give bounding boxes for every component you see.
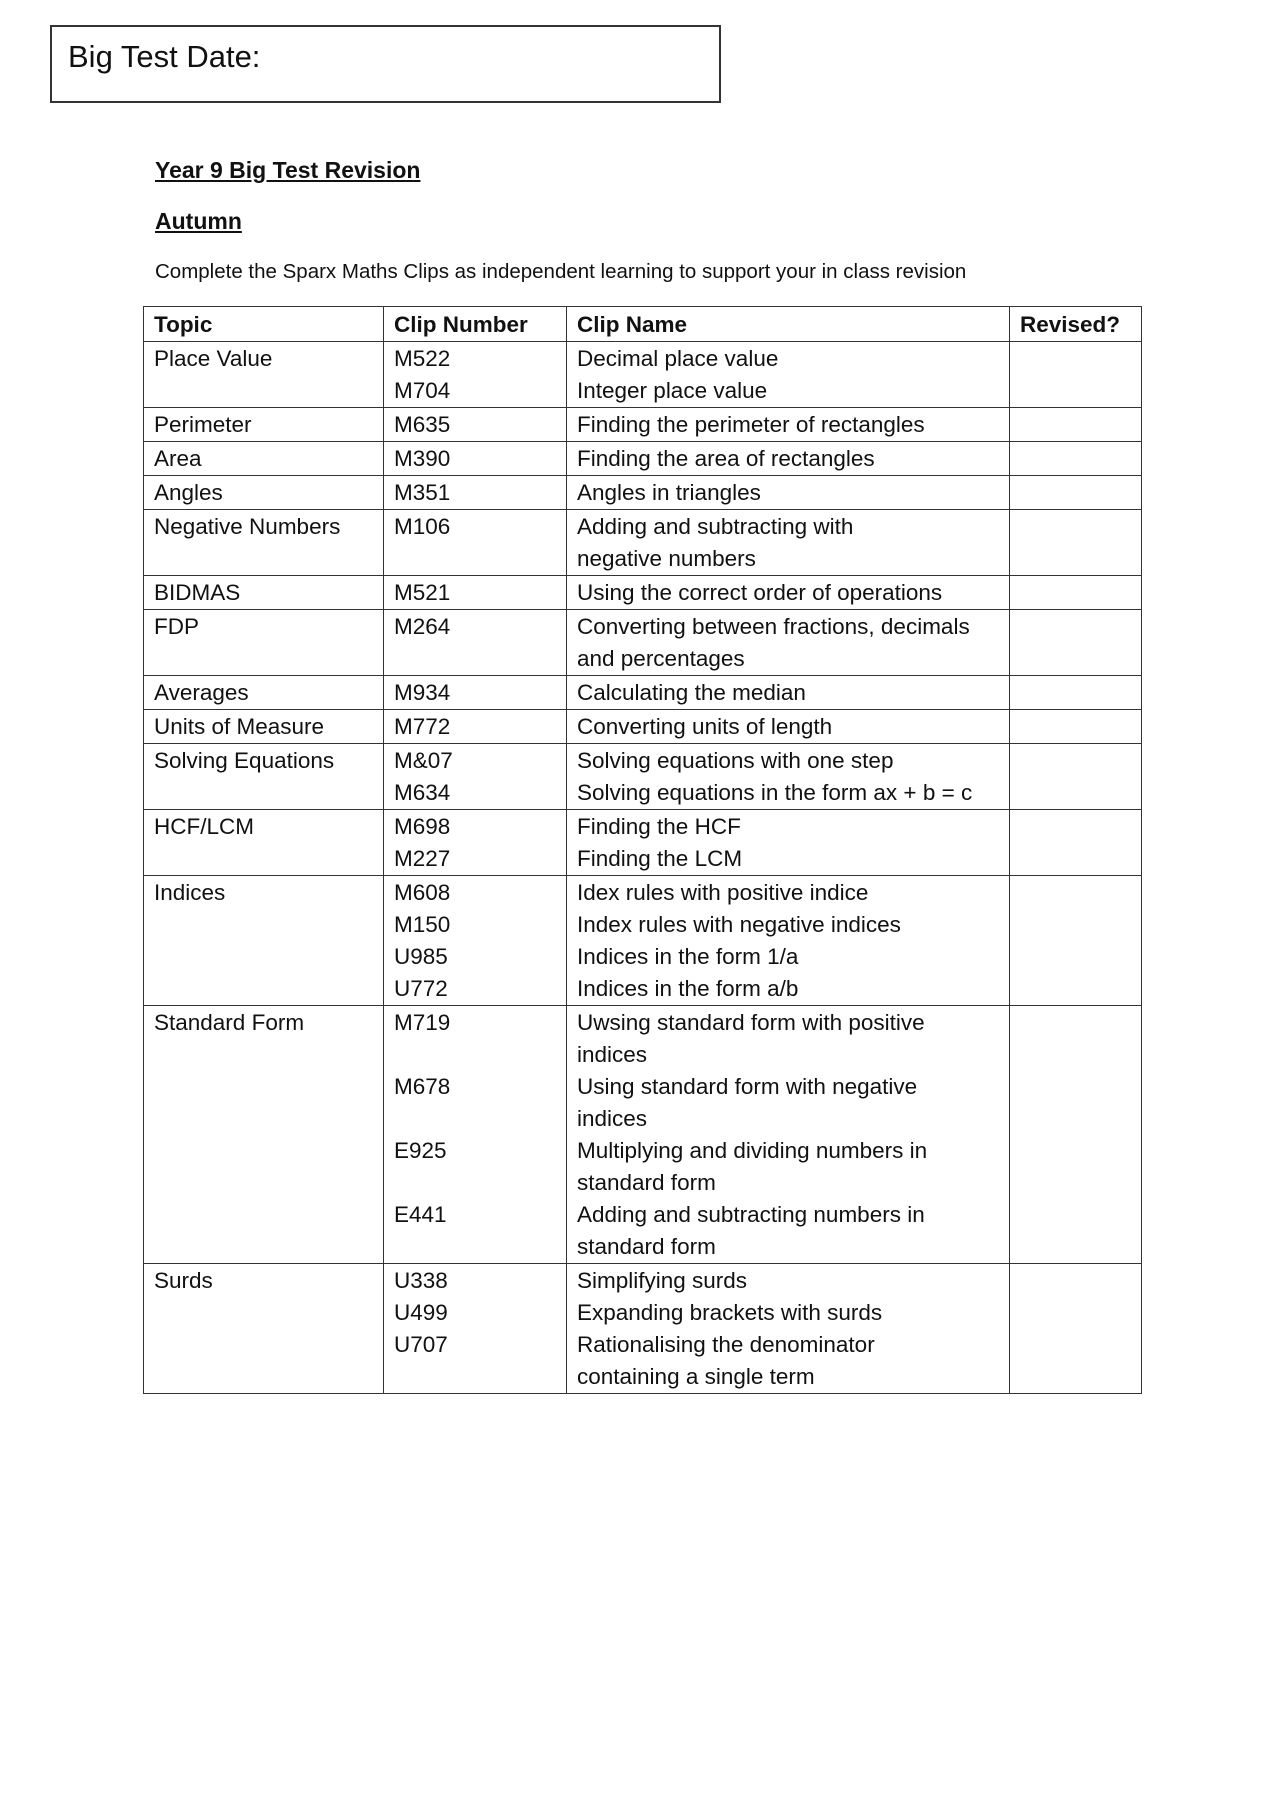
clip-number-cell: [384, 442, 567, 476]
page-title: Year 9 Big Test Revision: [155, 157, 421, 183]
clip-number: M698: [394, 814, 451, 839]
clip-number: U985: [394, 944, 448, 969]
clip-name: Finding the LCM: [577, 846, 743, 871]
clip-name: Angles in triangles: [577, 480, 761, 505]
clip-number-cell: [384, 476, 567, 510]
clip-number: [394, 1361, 556, 1393]
clip-number: M634: [394, 780, 451, 805]
clip-name: Indices in the form 1/a: [577, 944, 799, 969]
clip-number: M106: [394, 514, 451, 539]
clip-name: Solving equations in the form ax + b = c: [577, 780, 973, 805]
table-body: [144, 342, 1142, 1394]
clip-name-cell: [567, 876, 1010, 1006]
clip-name: Using standard form with negative: [577, 1074, 918, 1099]
clip-number-cell: [384, 1006, 567, 1264]
clip-number: [394, 1231, 556, 1263]
clip-name: Rationalising the denominator: [577, 1332, 875, 1357]
revised-checkbox-cell[interactable]: [1010, 710, 1142, 744]
revised-checkbox-cell[interactable]: [1010, 476, 1142, 510]
revised-checkbox-cell[interactable]: [1010, 342, 1142, 408]
clip-name-cell: [567, 1006, 1010, 1264]
table-header-row: [144, 307, 1142, 342]
clip-number: E925: [394, 1138, 447, 1163]
table-row: [144, 876, 1142, 1006]
clip-number: M390: [394, 446, 451, 471]
clip-number: U707: [394, 1332, 448, 1357]
clip-number: [394, 1103, 556, 1135]
clip-number: U499: [394, 1300, 448, 1325]
topic-cell: Negative Numbers: [144, 510, 384, 576]
clip-number-cell: [384, 810, 567, 876]
topic-cell: Averages: [144, 676, 384, 710]
clip-number: U772: [394, 976, 448, 1001]
topic-cell: Angles: [144, 476, 384, 510]
clip-name: Multiplying and dividing numbers in: [577, 1138, 928, 1163]
clip-name: Converting units of length: [577, 714, 833, 739]
revised-checkbox-cell[interactable]: [1010, 510, 1142, 576]
clip-number: M&07: [394, 748, 453, 773]
clip-name: Integer place value: [577, 378, 768, 403]
clip-number-cell: [384, 408, 567, 442]
clip-number: M227: [394, 846, 451, 871]
clip-number-cell: [384, 1264, 567, 1394]
revised-checkbox-cell[interactable]: [1010, 876, 1142, 1006]
revised-checkbox-cell[interactable]: [1010, 676, 1142, 710]
header-topic: Topic: [144, 307, 384, 342]
topic-cell: HCF/LCM: [144, 810, 384, 876]
revision-table: [143, 306, 1142, 1394]
clip-name: Using the correct order of operations: [577, 580, 943, 605]
header-clip-name: Clip Name: [567, 307, 1010, 342]
table-row: [144, 476, 1142, 510]
clip-name: Finding the perimeter of rectangles: [577, 412, 925, 437]
clip-number: M521: [394, 580, 451, 605]
clip-name: and percentages: [577, 646, 745, 671]
table-row: [144, 676, 1142, 710]
revised-checkbox-cell[interactable]: [1010, 442, 1142, 476]
clip-name: Index rules with negative indices: [577, 912, 901, 937]
clip-number: M678: [394, 1074, 451, 1099]
clip-number: M719: [394, 1010, 451, 1035]
clip-name: Adding and subtracting numbers in: [577, 1202, 925, 1227]
clip-number: [394, 1167, 556, 1199]
big-test-date-box: [50, 25, 721, 103]
revised-checkbox-cell[interactable]: [1010, 1264, 1142, 1394]
clip-name: indices: [577, 1106, 648, 1131]
clip-name-cell: [567, 610, 1010, 676]
clip-name-cell: [567, 576, 1010, 610]
clip-number: M704: [394, 378, 451, 403]
clip-name: Decimal place value: [577, 346, 779, 371]
clip-number: M608: [394, 880, 451, 905]
topic-cell: Indices: [144, 876, 384, 1006]
clip-name: Expanding brackets with surds: [577, 1300, 883, 1325]
clip-name: Uwsing standard form with positive: [577, 1010, 925, 1035]
clip-number-cell: [384, 576, 567, 610]
table-row: [144, 510, 1142, 576]
table-row: [144, 408, 1142, 442]
table-row: [144, 710, 1142, 744]
clip-name: Adding and subtracting with: [577, 514, 854, 539]
table-row: [144, 1264, 1142, 1394]
clip-name: Calculating the median: [577, 680, 806, 705]
clip-number: M150: [394, 912, 451, 937]
term-heading: Autumn: [155, 208, 242, 234]
clip-number: U338: [394, 1268, 448, 1293]
clip-name-cell: [567, 676, 1010, 710]
table-row: [144, 442, 1142, 476]
revised-checkbox-cell[interactable]: [1010, 744, 1142, 810]
clip-name-cell: [567, 810, 1010, 876]
clip-name-cell: [567, 442, 1010, 476]
clip-number-cell: [384, 676, 567, 710]
clip-name: Finding the area of rectangles: [577, 446, 875, 471]
intro-text: Complete the Sparx Maths Clips as independent learning to support your in class revision: [155, 260, 967, 283]
clip-name-cell: [567, 710, 1010, 744]
clip-number: M635: [394, 412, 451, 437]
table-row: [144, 576, 1142, 610]
revised-checkbox-cell[interactable]: [1010, 810, 1142, 876]
clip-name: Converting between fractions, decimals: [577, 614, 970, 639]
revised-checkbox-cell[interactable]: [1010, 408, 1142, 442]
topic-cell: Area: [144, 442, 384, 476]
big-test-date-label: Big Test Date:: [68, 39, 261, 74]
table-row: [144, 810, 1142, 876]
clip-number-cell: [384, 610, 567, 676]
clip-name: Finding the HCF: [577, 814, 741, 839]
header-revised: Revised?: [1010, 307, 1142, 342]
clip-name-cell: [567, 510, 1010, 576]
header-clip-number: Clip Number: [384, 307, 567, 342]
clip-name: negative numbers: [577, 546, 756, 571]
clip-name: containing a single term: [577, 1364, 815, 1389]
clip-name: Simplifying surds: [577, 1268, 748, 1293]
table-row: [144, 1006, 1142, 1264]
table-row: [144, 610, 1142, 676]
clip-number-cell: [384, 744, 567, 810]
clip-name-cell: [567, 476, 1010, 510]
topic-cell: Solving Equations: [144, 744, 384, 810]
topic-cell: BIDMAS: [144, 576, 384, 610]
revised-checkbox-cell[interactable]: [1010, 1006, 1142, 1264]
topic-cell: FDP: [144, 610, 384, 676]
clip-number: M351: [394, 480, 451, 505]
clip-number: M934: [394, 680, 451, 705]
topic-cell: Surds: [144, 1264, 384, 1394]
revised-checkbox-cell[interactable]: [1010, 576, 1142, 610]
clip-number-cell: [384, 710, 567, 744]
clip-number-cell: [384, 342, 567, 408]
clip-name-cell: [567, 408, 1010, 442]
table-row: [144, 744, 1142, 810]
clip-name-cell: [567, 1264, 1010, 1394]
clip-name: standard form: [577, 1170, 716, 1195]
clip-number: M264: [394, 614, 451, 639]
clip-number-cell: [384, 876, 567, 1006]
clip-number: M772: [394, 714, 451, 739]
topic-cell: Units of Measure: [144, 710, 384, 744]
clip-name: indices: [577, 1042, 648, 1067]
topic-cell: Perimeter: [144, 408, 384, 442]
topic-cell: Standard Form: [144, 1006, 384, 1264]
clip-number: M522: [394, 346, 451, 371]
clip-name: standard form: [577, 1234, 716, 1259]
topic-cell: Place Value: [144, 342, 384, 408]
clip-number: E441: [394, 1202, 447, 1227]
clip-number-cell: [384, 510, 567, 576]
clip-name-cell: [567, 342, 1010, 408]
clip-name-cell: [567, 744, 1010, 810]
clip-name: Idex rules with positive indice: [577, 880, 869, 905]
clip-name: Solving equations with one step: [577, 748, 894, 773]
revised-checkbox-cell[interactable]: [1010, 610, 1142, 676]
clip-name: Indices in the form a/b: [577, 976, 799, 1001]
clip-number: [394, 1039, 556, 1071]
table-row: [144, 342, 1142, 408]
